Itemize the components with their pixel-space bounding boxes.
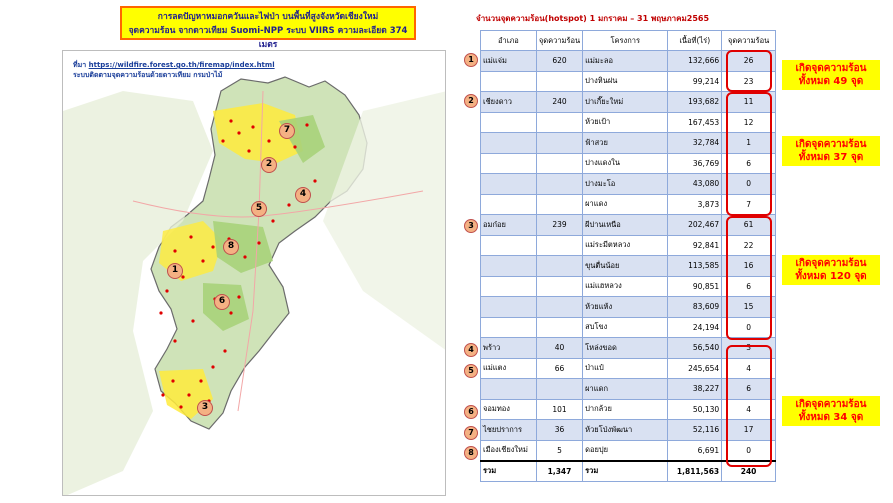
cell-district: แม่แตง: [481, 358, 537, 379]
cell-area: 32,784: [668, 133, 722, 154]
note-group-1: [782, 60, 880, 90]
cell-hotspots: 4: [722, 358, 776, 379]
cell-district: เชียงดาว: [481, 92, 537, 113]
group-box-4: [726, 345, 772, 467]
cell-hotspots: 16: [722, 256, 776, 277]
cell-district: [481, 276, 537, 297]
cell-hotspots: 12: [722, 112, 776, 133]
map-source: [73, 60, 275, 80]
note-3-line-2: ทั้งหมด 120 จุด: [795, 271, 867, 282]
map-badge-5: 5: [251, 201, 267, 217]
cell-hotspots: 6: [722, 276, 776, 297]
header-project: โครงการ: [583, 31, 668, 51]
cell-hotspots: 7: [722, 194, 776, 215]
cell-project: โหล่งขอด: [583, 338, 668, 359]
cell-project: ผาแดง: [583, 194, 668, 215]
cell-area: 83,609: [668, 297, 722, 318]
note-2-line-1: เกิดจุดความร้อน: [795, 139, 867, 150]
cell-project: ดอยปุย: [583, 440, 668, 461]
map-badge-7: 7: [279, 123, 295, 139]
table-title: จำนวนจุดความร้อน(hotspot) 1 มกราคม – 31 พฤษภาคม2565: [476, 14, 710, 23]
cell-district-hotspots: 36: [536, 420, 582, 441]
cell-district: [481, 71, 537, 92]
cell-district-hotspots: 66: [536, 358, 582, 379]
cell-district-hotspots: 5: [536, 440, 582, 461]
cell-hotspots: 6: [722, 379, 776, 400]
cell-hotspots: 1: [722, 133, 776, 154]
total-project-label: รวม: [583, 461, 668, 482]
group-box-3: [726, 216, 772, 340]
cell-area: 43,080: [668, 174, 722, 195]
note-2-line-2: ทั้งหมด 37 จุด: [798, 152, 864, 163]
cell-district-hotspots: 620: [536, 51, 582, 72]
cell-district: [481, 379, 537, 400]
row-badge-1: 1: [464, 53, 478, 67]
total-label: รวม: [481, 461, 537, 482]
row-badge-3: 3: [464, 219, 478, 233]
note-group-2: [782, 136, 880, 166]
cell-district: [481, 317, 537, 338]
cell-hotspots: 4: [722, 399, 776, 420]
cell-project: ผาแดก: [583, 379, 668, 400]
cell-area: 99,214: [668, 71, 722, 92]
group-box-1: [726, 50, 772, 92]
cell-district-hotspots: [536, 297, 582, 318]
cell-district-hotspots: 240: [536, 92, 582, 113]
cell-district: [481, 297, 537, 318]
cell-area: 38,227: [668, 379, 722, 400]
cell-project: ปางหินฝน: [583, 71, 668, 92]
note-3-line-1: เกิดจุดความร้อน: [795, 258, 867, 269]
cell-district-hotspots: 40: [536, 338, 582, 359]
cell-area: 36,769: [668, 153, 722, 174]
cell-district-hotspots: [536, 317, 582, 338]
cell-hotspots: 0: [722, 317, 776, 338]
note-group-3: [782, 255, 880, 285]
cell-project: ห้วยโป่งพัฒนา: [583, 420, 668, 441]
note-group-4: [782, 396, 880, 426]
header-area: เนื้อที่(ไร่): [668, 31, 722, 51]
cell-hotspots: 6: [722, 153, 776, 174]
cell-hotspots: 17: [722, 420, 776, 441]
map-source-link[interactable]: https://wildfire.forest.go.th/firemap/index.html: [88, 61, 275, 69]
cell-district: แม่แจ่ม: [481, 51, 537, 72]
group-box-2: [726, 92, 772, 216]
cell-district: [481, 256, 537, 277]
map-badge-3: 3: [197, 400, 213, 416]
table-header-row: [481, 31, 776, 51]
cell-hotspots: 0: [722, 174, 776, 195]
title-line-2: จุดความร้อน จากดาวเทียม Suomi-NPP ระบบ VIIRS ความละเอียด 374 เมตร: [128, 26, 408, 50]
cell-area: 50,130: [668, 399, 722, 420]
hotspot-map: [62, 50, 446, 496]
cell-hotspots: 11: [722, 92, 776, 113]
cell-district: อมก๋อย: [481, 215, 537, 236]
map-badge-1: 1: [167, 263, 183, 279]
note-4-line-1: เกิดจุดความร้อน: [795, 399, 867, 410]
cell-district-hotspots: 101: [536, 399, 582, 420]
cell-area: 3,873: [668, 194, 722, 215]
cell-hotspots: 23: [722, 71, 776, 92]
cell-hotspots: 26: [722, 51, 776, 72]
map-source-prefix: ที่มา: [73, 61, 87, 69]
cell-project: ปางแดงใน: [583, 153, 668, 174]
cell-district: [481, 133, 537, 154]
cell-project: ฟ้าสวย: [583, 133, 668, 154]
title-line-1: การลดปัญหาหมอกควันและไฟป่า บนพื้นที่สูงจังหวัดเชียงใหม่: [157, 12, 379, 22]
cell-district: [481, 194, 537, 215]
cell-area: 167,453: [668, 112, 722, 133]
note-4-line-2: ทั้งหมด 34 จุด: [798, 412, 864, 423]
header-district-hotspots: จุดความร้อน: [536, 31, 582, 51]
cell-project: แม่มะลอ: [583, 51, 668, 72]
total-area: 1,811,563: [668, 461, 722, 482]
cell-hotspots: 3: [722, 338, 776, 359]
cell-hotspots: 61: [722, 215, 776, 236]
cell-project: ปาเกี๊ยะใหม่: [583, 92, 668, 113]
cell-area: 52,116: [668, 420, 722, 441]
cell-area: 56,540: [668, 338, 722, 359]
cell-district-hotspots: [536, 153, 582, 174]
cell-district-hotspots: [536, 235, 582, 256]
cell-district-hotspots: [536, 133, 582, 154]
cell-project: แม่แฮหลวง: [583, 276, 668, 297]
cell-hotspots: 0: [722, 440, 776, 461]
note-1-line-2: ทั้งหมด 49 จุด: [798, 76, 864, 87]
cell-area: 92,841: [668, 235, 722, 256]
cell-project: แม่ระมีตหลวง: [583, 235, 668, 256]
total-district-hotspots: 1,347: [536, 461, 582, 482]
cell-district: เมืองเชียงใหม่: [481, 440, 537, 461]
row-badge-7: 7: [464, 426, 478, 440]
row-badge-8: 8: [464, 446, 478, 460]
map-badge-8: 8: [223, 239, 239, 255]
row-badge-6: 6: [464, 405, 478, 419]
cell-project: สบโขง: [583, 317, 668, 338]
cell-district: [481, 112, 537, 133]
cell-project: ปางมะโอ: [583, 174, 668, 195]
map-badge-4: 4: [295, 187, 311, 203]
map-source-line-2: ระบบติดตามจุดความร้อนด้วยดาวเทียม กรมป่าไม้: [73, 71, 223, 79]
cell-district-hotspots: 239: [536, 215, 582, 236]
map-badge-6: 6: [214, 294, 230, 310]
cell-district-hotspots: [536, 379, 582, 400]
cell-project: ป่าแป๋: [583, 358, 668, 379]
cell-area: 202,467: [668, 215, 722, 236]
cell-district-hotspots: [536, 256, 582, 277]
header-hotspots: จุดความร้อน: [722, 31, 776, 51]
cell-district: พร้าว: [481, 338, 537, 359]
cell-district-hotspots: [536, 71, 582, 92]
title-banner: [120, 6, 416, 50]
cell-district-hotspots: [536, 174, 582, 195]
cell-area: 113,585: [668, 256, 722, 277]
cell-district: ไชยปราการ: [481, 420, 537, 441]
cell-district-hotspots: [536, 276, 582, 297]
row-badge-2: 2: [464, 94, 478, 108]
cell-area: 24,194: [668, 317, 722, 338]
header-district: อำเภอ: [481, 31, 537, 51]
cell-district: [481, 235, 537, 256]
cell-project: ขุนตื่นน้อย: [583, 256, 668, 277]
map-badge-2: 2: [261, 157, 277, 173]
row-badge-4: 4: [464, 343, 478, 357]
cell-district-hotspots: [536, 112, 582, 133]
cell-area: 132,666: [668, 51, 722, 72]
cell-district: จอมทอง: [481, 399, 537, 420]
cell-project: ปากล้วย: [583, 399, 668, 420]
cell-area: 90,851: [668, 276, 722, 297]
cell-hotspots: 15: [722, 297, 776, 318]
cell-district: [481, 153, 537, 174]
cell-area: 6,691: [668, 440, 722, 461]
row-badge-5: 5: [464, 364, 478, 378]
cell-project: ห้วยแห้ง: [583, 297, 668, 318]
cell-area: 245,654: [668, 358, 722, 379]
cell-area: 193,682: [668, 92, 722, 113]
cell-district-hotspots: [536, 194, 582, 215]
cell-hotspots: 22: [722, 235, 776, 256]
cell-district: [481, 174, 537, 195]
note-1-line-1: เกิดจุดความร้อน: [795, 63, 867, 74]
cell-project: ห้วยเป้า: [583, 112, 668, 133]
total-hotspots: 240: [722, 461, 776, 482]
map-graphic: [63, 51, 446, 496]
cell-project: ผีปานเหนือ: [583, 215, 668, 236]
